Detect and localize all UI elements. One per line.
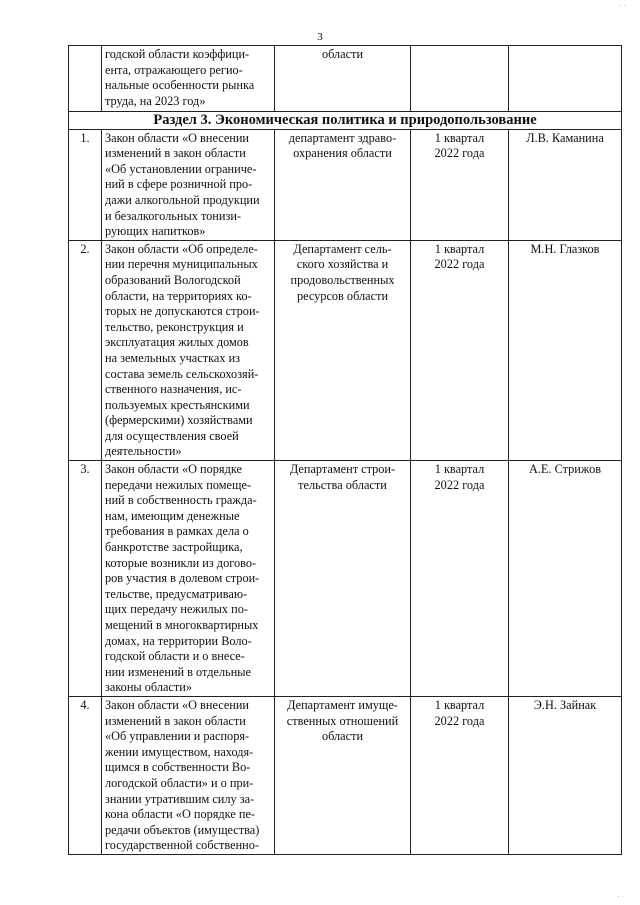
- department-line: охранения области: [293, 146, 392, 161]
- row-term-cell: [411, 696, 509, 854]
- title-line: банкротстве застройщика,: [105, 540, 243, 555]
- row-term-cell: [411, 240, 509, 460]
- title-line: мещений в многоквартирных: [105, 618, 259, 632]
- row-number-cell: [69, 46, 102, 112]
- row-number: 2.: [69, 240, 102, 460]
- title-line: нальные особенности рынка: [105, 78, 255, 93]
- term-line: 2022 года: [434, 477, 485, 492]
- term-line: 1 квартал: [434, 462, 485, 477]
- row-number: 3.: [69, 461, 102, 697]
- title-line: (фермерскими) хозяйствами: [105, 413, 253, 428]
- title-line: ний в собственность гражда-: [105, 493, 257, 508]
- department-line: Департамент строи-: [289, 462, 396, 477]
- title-line: законы области»: [105, 680, 192, 695]
- title-line: рующих напитков»: [105, 224, 206, 239]
- title-line: требования в рамках дела о: [105, 524, 249, 539]
- department-line: области: [321, 47, 364, 61]
- title-line: нам, имеющим денежные: [105, 508, 240, 523]
- title-line: которые возникли из догово-: [105, 555, 257, 570]
- term-line: 1 квартал: [434, 130, 485, 145]
- title-line: и безалкогольных тонизи-: [105, 208, 242, 223]
- term-line: 2022 года: [434, 713, 485, 728]
- title-line: «Об установлении ограниче-: [105, 161, 257, 176]
- table-row-continued: [69, 46, 622, 112]
- title-line: ственного назначения, ис-: [105, 382, 242, 397]
- title-line: труда, на 2023 год»: [105, 93, 206, 108]
- title-line: «Об управлении и распоря-: [105, 729, 250, 744]
- department-line: департамент здраво-: [288, 130, 397, 145]
- row-term-cell: [411, 46, 509, 112]
- row-title-cell: [102, 696, 275, 854]
- title-line: на земельных участках из: [105, 350, 241, 365]
- title-line: знании утратившим силу за-: [105, 791, 255, 806]
- row-term-cell: [411, 129, 509, 240]
- title-line: для осуществления своей: [105, 428, 239, 443]
- title-line: деятельности»: [105, 444, 182, 459]
- row-department-cell: [275, 696, 411, 854]
- table-row: [69, 240, 622, 460]
- title-line: ний в сфере розничной про-: [105, 177, 253, 192]
- title-line: государственной собственно-: [105, 838, 260, 853]
- department-line: тельства области: [298, 477, 387, 492]
- table-row: [69, 461, 622, 697]
- title-line: торых не допускаются строи-: [105, 304, 260, 319]
- row-term-cell: [411, 461, 509, 697]
- row-title-cell: [102, 129, 275, 240]
- title-line: Закон области «О порядке: [105, 462, 242, 477]
- title-line: домах, на территории Воло-: [105, 633, 252, 648]
- title-line: тельстве, предусматриваю-: [105, 586, 248, 601]
- title-line: годской области коэффици-: [105, 47, 250, 61]
- title-line: области, на территориях ко-: [105, 288, 252, 303]
- row-department-cell: [275, 461, 411, 697]
- department-line: ресурсов области: [296, 288, 389, 303]
- table-row: [69, 129, 622, 240]
- title-line: жении имуществом, находя-: [105, 744, 254, 759]
- department-line: области: [321, 729, 364, 744]
- table-row: [69, 696, 622, 854]
- title-line: передачи нежилых помеще-: [105, 477, 252, 492]
- row-number: 4.: [69, 696, 102, 854]
- row-responsible-cell: [509, 46, 622, 112]
- department-line: ского хозяйства и: [296, 257, 389, 272]
- row-number: 1.: [69, 129, 102, 240]
- title-line: ров участия в долевом строи-: [105, 571, 260, 586]
- row-responsible: А.Е. Стрижов: [509, 461, 622, 697]
- row-title-cell: [102, 240, 275, 460]
- term-line: 2022 года: [434, 146, 485, 161]
- page-number: 3: [317, 31, 323, 43]
- section-header-row: [69, 112, 622, 130]
- department-line: Департамент сель-: [293, 241, 392, 256]
- row-department-cell: [275, 129, 411, 240]
- title-line: состава земель сельскохозяй-: [105, 366, 259, 381]
- title-line: образований Вологодской: [105, 272, 241, 287]
- row-title-cell: [102, 461, 275, 697]
- title-line: Закон области «О внесении: [105, 130, 250, 145]
- title-line: тельство, реконструкция и: [105, 319, 244, 334]
- row-responsible: М.Н. Глазков: [509, 240, 622, 460]
- title-line: годской области и о внесе-: [105, 649, 245, 664]
- title-line: Закон области «Об определе-: [105, 241, 258, 256]
- term-line: 1 квартал: [434, 697, 485, 712]
- title-line: изменений в закон области: [105, 146, 246, 161]
- title-line: кона области «О порядке пе-: [105, 807, 256, 822]
- department-line: продовольственных: [290, 272, 395, 287]
- title-line: логодской области» и о при-: [105, 775, 254, 790]
- title-line: ента, отражающего регио-: [105, 62, 243, 77]
- department-line: Департамент имуще-: [287, 697, 398, 712]
- row-title-cell: [102, 46, 275, 112]
- term-line: 2022 года: [434, 257, 485, 272]
- title-line: редачи объектов (имущества): [105, 822, 260, 837]
- title-line: изменений в закон области: [105, 713, 246, 728]
- row-department-cell: [275, 46, 411, 112]
- section-title: Раздел 3. Экономическая политика и природопользование: [69, 112, 622, 130]
- legislation-plan-table: [68, 45, 622, 855]
- row-responsible: Л.В. Каманина: [509, 129, 622, 240]
- title-line: нии изменений в отдельные: [105, 664, 252, 679]
- title-line: нии перечня муниципальных: [105, 257, 258, 272]
- title-line: эксплуатация жилых домов: [105, 335, 249, 350]
- scan-margin-mark: · ·: [619, 2, 626, 10]
- row-department-cell: [275, 240, 411, 460]
- row-responsible: Э.Н. Зайнак: [509, 696, 622, 854]
- scan-margin-mark: · ·: [617, 893, 624, 901]
- title-line: щимся в собственности Во-: [105, 760, 251, 775]
- title-line: пользуемых крестьянскими: [105, 397, 250, 412]
- title-line: Закон области «О внесении: [105, 697, 250, 712]
- title-line: дажи алкогольной продукции: [105, 192, 260, 207]
- title-line: щих передачу нежилых по-: [105, 602, 248, 617]
- term-line: 1 квартал: [434, 241, 485, 256]
- department-line: ственных отношений: [286, 713, 399, 728]
